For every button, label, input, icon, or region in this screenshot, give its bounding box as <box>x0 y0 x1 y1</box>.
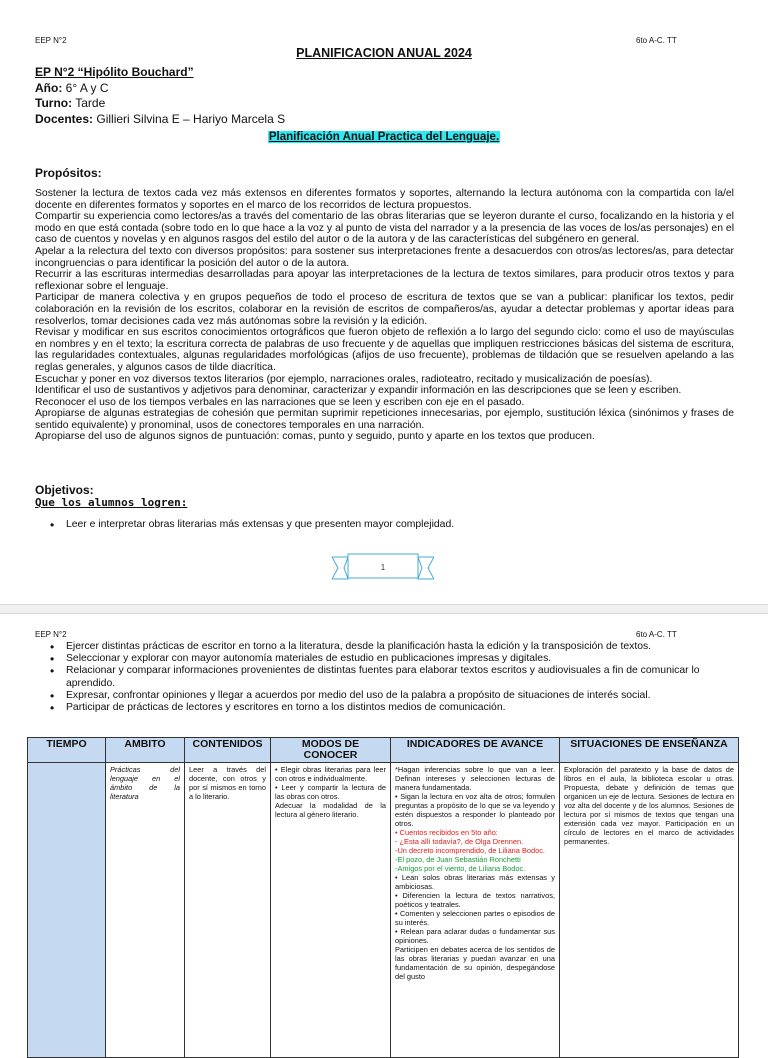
col-header-indicadores: INDICADORES DE AVANCE <box>391 738 560 763</box>
col-header-tiempo: TIEMPO <box>28 738 106 763</box>
purpose-paragraph: Identificar el uso de sustantivos y adjetivos para denominar, caracterizar y expandir información en las descripciones que se leen y escriben. <box>35 385 682 397</box>
purposes-text <box>35 188 734 443</box>
teachers-line <box>35 112 285 128</box>
header-school-code: EEP N°2 <box>35 630 67 639</box>
indicador-green-item: -Amigos por el viento, de Liliana Bodoc. <box>395 864 526 873</box>
page-number-ribbon <box>332 553 434 583</box>
cell-modos <box>271 763 391 1058</box>
purpose-paragraph: Reconocer el uso de los tiempos verbales en las narraciones que se leen y escriben con eje en el pasado. <box>35 396 525 408</box>
page-number: 1 <box>380 563 386 572</box>
purpose-paragraph: Apropiarse de algunas estrategias de cohesión que permitan suprimir repeticiones innecesarias, por ejemplo, sustitución léxica (sinónimos y frases de sentido equivalente) y pronominal, usos de conectores temporales en una narración. <box>35 408 734 431</box>
indicador-item: • Comenten y seleccionen partes o episodios de su interés. <box>395 909 555 927</box>
header-school-code: EEP N°2 <box>35 36 67 45</box>
table-row <box>28 763 739 1058</box>
teachers-label: Docentes: <box>35 111 94 126</box>
objective-item: • Participar de prácticas de lectores y escritores en torno a los distintos medios de comunicación. <box>46 702 736 714</box>
page-2 <box>0 615 768 1024</box>
indicador-red-item: - ¿Esta allí todavía?, de Olga Drennen. <box>395 837 524 846</box>
indicador-intro: *Hagan inferencias sobre lo que van a leer. Definan intereses y seleccionen lecturas de manera fundamentada. <box>395 765 555 792</box>
objectives-heading: Objetivos: <box>35 483 94 497</box>
modo-item: Adecuar la modalidad de la lectura al género literario. <box>275 801 386 819</box>
shift-value: Tarde <box>75 96 106 110</box>
plan-subtitle: Planificación Anual Practica del Lenguaje. <box>268 131 500 143</box>
indicador-item: • Lean solos obras literarias más extensas y ambiciosas. <box>395 873 555 891</box>
header-grade: 6to A-C. TT <box>636 630 677 639</box>
school-name: EP N°2 “Hipólito Bouchard” <box>35 65 194 79</box>
planning-table <box>27 737 739 1058</box>
purpose-paragraph: Compartir su experiencia como lectores/as a través del comentario de las obras literarias que se leyeron durante el curso, focalizando en la historia y el modo en que está contada (sobre todo en lo que hace a la voz y al punto de vista del narrador y a la presencia de las voces de los/as personajes) en el caso de cuentos y novelas y en algunos rasgos del estilo del autor o de la autora y de las características del subgénero en general. <box>35 211 734 246</box>
indicador-green-item: -El pozo, de Juan Sebastián Ronchetti <box>395 855 521 864</box>
header-grade: 6to A-C. TT <box>636 36 677 45</box>
purpose-paragraph: Escuchar y poner en voz diversos textos literarios (por ejemplo, narraciones orales, radioteatro, recitado y musicalización de poesías). <box>35 373 653 385</box>
indicador-item: • Sigan la lectura en voz alta de otros; formulen preguntas a propósito de lo que se va leyendo y estén dispuestos a responder lo planteado por otros. <box>395 792 555 828</box>
objective-item: • Leer e interpretar obras literarias más extensas y que presenten mayor complejidad. <box>46 519 736 531</box>
objective-item: • Relacionar y comparar informaciones provenientes de distintas fuentes para elaborar textos escritos y audiovisuales a fin de comunicar lo aprendido. <box>46 665 736 689</box>
indicador-item: • Diferencien la lectura de textos narrativos, poéticos y teatrales. <box>395 891 555 909</box>
school-info <box>35 65 285 127</box>
purpose-paragraph: Recurrir a las escrituras intermedias desarrolladas para apoyar las interpretaciones de la lectura de textos similares, para producir otros textos y para reflexionar sobre el lenguaje. <box>35 269 734 292</box>
shift-line <box>35 96 285 112</box>
ribbon-shape-icon <box>332 553 434 583</box>
objectives-subheading: Que los alumnos logren: <box>35 496 188 509</box>
purpose-paragraph: Participar de manera colectiva y en grupos pequeños de todo el proceso de escritura de textos que se van a publicar: planificar los textos, pedir colaboración en la revisión de los escritos, colaborar en la revisión de escritos de compañeros/as, ayudar a detectar problemas y aportar ideas para resolverlos, tomar decisiones cada vez más autónomas sobre la revisión y la edición. <box>35 292 734 327</box>
indicador-red-item: -Un decreto incomprendido, de Liliana Bodoc. <box>395 846 545 855</box>
page-separator <box>0 604 768 614</box>
year-value: 6° A y C <box>65 80 109 95</box>
table-header-row <box>28 738 739 763</box>
purpose-paragraph: Revisar y modificar en sus escritos conocimientos ortográficos que fueron objeto de reflexión a lo largo del segundo ciclo: como el uso de mayúsculas en nombres y en el texto; la escritura correcta de palabras de uso frecuente y de aquellas que impliquen restricciones básicas del sistema de escritura, las regularidades contextuales, algunas regularidades morfológicas (afijos de uso frecuente), problemas de tildación que se resuelven apelando a las reglas generales, y algunos casos de tilde diacrítica. <box>35 327 734 373</box>
purpose-paragraph: Apelar a la relectura del texto con diversos propósitos: para sostener sus interpretaciones frente a desacuerdos con otros/as lectores/as, para detectar incongruencias o para identificar la posición del autor o de la autora. <box>35 245 734 269</box>
modo-item: • Elegir obras literarias para leer con otros e individualmente. <box>275 765 386 783</box>
objectives-list-page2 <box>46 641 736 714</box>
cell-situaciones: Exploración del paratexto y la base de datos de libros en el aula, la biblioteca escolar u otras. Propuesta, debate y definición de temas que organicen un eje de lectura. Sesiones de lectura en voz alta del docente y de los alumnos. Sesiones de lectura por sí mismos de textos que tengan una extensión cada vez mayor. Participación en un círculo de lectores en el marco de actividades permanentes. <box>560 763 739 1058</box>
col-header-modos: MODOS DE CONOCER <box>271 738 391 763</box>
objective-item: • Ejercer distintas prácticas de escritor en torno a la literatura, desde la planificación hasta la edición y la transposición de textos. <box>46 641 736 653</box>
objective-item: • Seleccionar y explorar con mayor autonomía materiales de estudio en publicaciones impresas y digitales. <box>46 653 736 665</box>
cell-indicadores <box>391 763 560 1058</box>
year-line <box>35 81 285 97</box>
modo-item: • Leer y compartir la lectura de las obras con otros. <box>275 783 386 801</box>
objectives-list-page1 <box>46 519 736 531</box>
purpose-paragraph: Sostener la lectura de textos cada vez más extensos en diferentes formatos y soportes, alternando la lectura autónoma con la compartida con la/el docente en diferentes formatos y soportes en el marco de los recorridos de lectura propuestos. <box>35 188 734 211</box>
indicador-item: • Relean para aclarar dudas o fundamentar sus opiniones. <box>395 927 555 945</box>
purpose-paragraph: Apropiarse del uso de algunos signos de puntuación: comas, punto y seguido, punto y aparte en los textos que producen. <box>35 431 595 443</box>
year-label: Año: <box>35 80 63 95</box>
cell-tiempo <box>28 763 106 1058</box>
cell-ambito: Prácticas del lenguaje en el ámbito de la literatura <box>106 763 185 1058</box>
subtitle-container <box>0 127 768 145</box>
indicador-red-heading: • Cuentos recibidos en 5to año: <box>395 828 555 837</box>
objective-item: • Expresar, confrontar opiniones y llegar a acuerdos por medio del uso de la palabra a propósito de situaciones de interés social. <box>46 690 736 702</box>
col-header-situaciones: SITUACIONES DE ENSEÑANZA <box>560 738 739 763</box>
col-header-contenidos: CONTENIDOS <box>185 738 271 763</box>
teachers-value: Gillieri Silvina E – Hariyo Marcela S <box>96 111 286 126</box>
purposes-heading: Propósitos: <box>35 166 102 180</box>
col-header-ambito: AMBITO <box>106 738 185 763</box>
cell-contenidos: Leer a través del docente, con otros y por sí mismos en torno a lo literario. <box>185 763 271 1058</box>
document-title: PLANIFICACION ANUAL 2024 <box>296 46 472 60</box>
indicador-ending: Participen en debates acerca de los sentidos de las obras literarias y puedan avanzar en una fundamentación de su opinión, despegándose del gusto <box>395 945 555 981</box>
shift-label: Turno: <box>35 96 73 110</box>
